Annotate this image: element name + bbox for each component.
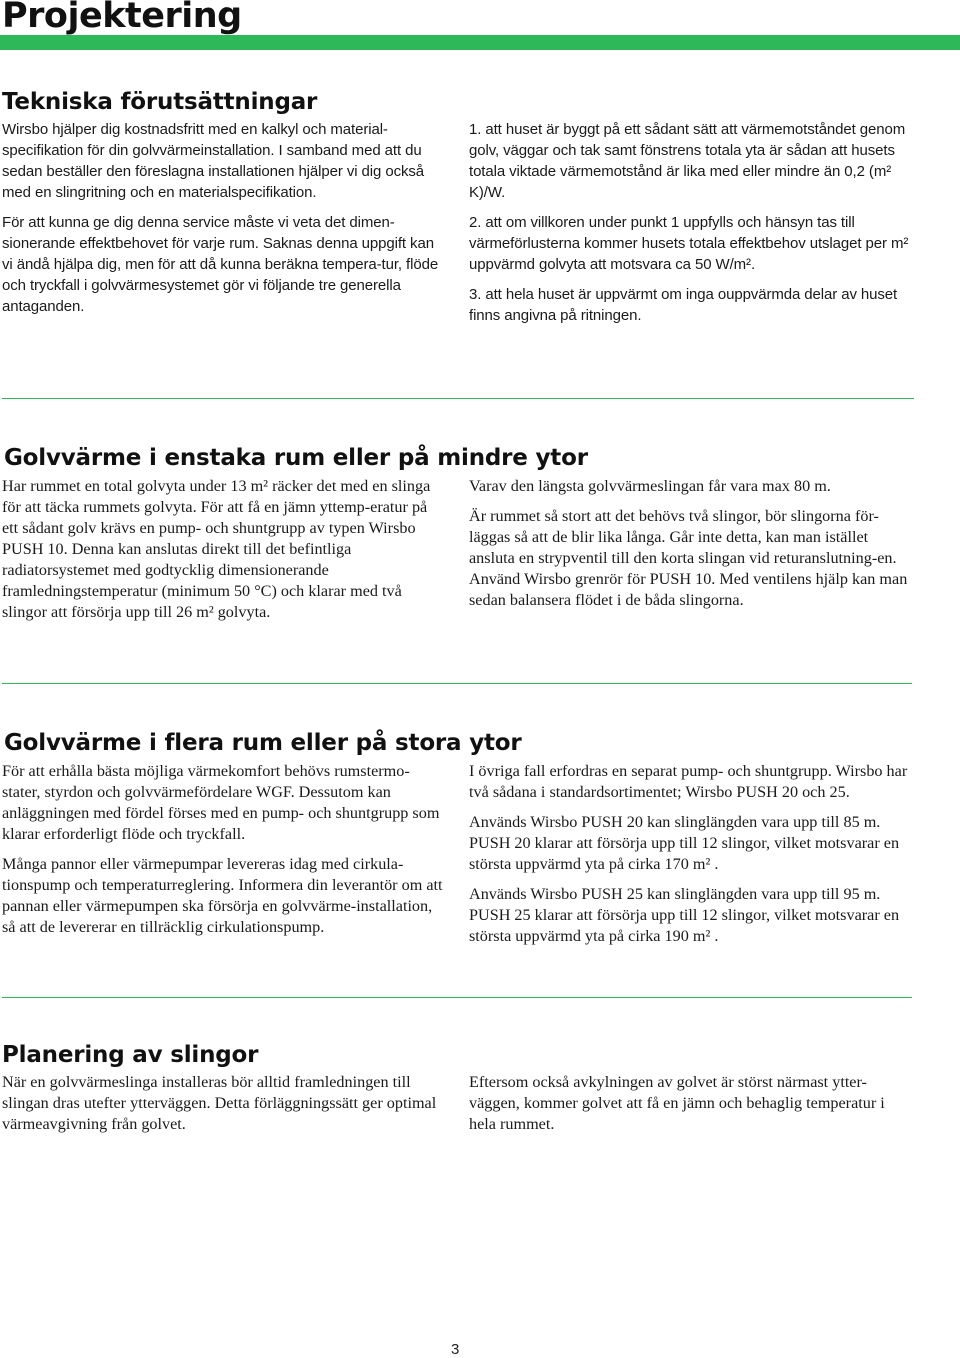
paragraph: Eftersom också avkylningen av golvet är störst närmast ytter-väggen, kommer golvet att få en jämn och behaglig temperatur i hela rummet. <box>469 1073 885 1133</box>
paragraph: Har rummet en total golvyta under 13 m² räcker det med en slinga för att täcka rummets golvyta. För att få en jämn yttemp-eratur på ett sådant golv krävs en pump- och shuntgrupp av typen Wirsbo PUSH 10. Denna kan anslutas direkt till det befintliga radiatorsystemet med godtycklig dimensionerande framledningstemperatur (minimum 50 °C) och klarar med två slingor att försörja upp till 26 m² golvyta. <box>2 477 431 621</box>
paragraph: När en golvvärmeslinga installeras bör alltid framledningen till slingan dras utefter ytterväggen. Detta förläggningssätt ger optimal värmeavgivning från golvet. <box>2 1073 437 1133</box>
assumption-3: 3. att hela huset är uppvärmt om inga ouppvärmda delar av huset finns angivna på ritningen. <box>469 286 898 324</box>
paragraph: I övriga fall erfordras en separat pump- och shuntgrupp. Wirsbo har två sådana i standardsortimentet; Wirsbo PUSH 20 och 25. <box>469 762 908 801</box>
section-enstaka-left-column <box>2 476 447 623</box>
section-flera-left-column <box>2 761 447 938</box>
paragraph: Används Wirsbo PUSH 25 kan slinglängden vara upp till 95 m. PUSH 25 klarar att försörja upp till 12 slingor, vilket motsvarar en största uppvärmd yta på cirka 190 m² . <box>469 885 900 945</box>
paragraph: För att erhålla bästa möjliga värmekomfort behövs rumstermo-stater, styrdon och golvvärmefördelare WGF. Dessutom kan anläggningen med fördel förses med en pump- och shuntgrupp som klarar erforderligt flöde och tryckfall. <box>2 762 440 843</box>
paragraph: För att kunna ge dig denna service måste vi veta det dimen-sionerande effektbehovet för varje rum. Saknas denna uppgift kan vi ändå hjälpa dig, men för att då kunna beräkna tempera-tur, flöde och tryckfall i golvvärmesystemet gör vi följande tre generella antaganden. <box>2 214 439 315</box>
section-planering-right-column <box>469 1072 914 1135</box>
section-tekniska-left-column <box>2 119 442 317</box>
paragraph: Används Wirsbo PUSH 20 kan slinglängden vara upp till 85 m. PUSH 20 klarar att försörja upp till 12 slingor, vilket motsvarar en största uppvärmd yta på cirka 170 m² . <box>469 813 900 873</box>
section-title-enstaka-rum: Golvvärme i enstaka rum eller på mindre ytor <box>4 445 588 471</box>
section-title-planering: Planering av slingor <box>2 1042 259 1068</box>
section-tekniska-right-column <box>469 119 909 326</box>
paragraph: Varav den längsta golvvärmeslingan får vara max 80 m. <box>469 477 831 495</box>
paragraph: Många pannor eller värmepumpar levereras idag med cirkula-tionspump och temperaturreglering. Informera din leverantör om att pannan eller värmepumpen ska försörja en golvvärme-installation, så att de levererar en tillräcklig cirkulationspump. <box>2 855 443 936</box>
assumption-1: 1. att huset är byggt på ett sådant sätt att värmemotståndet genom golv, väggar och tak samt fönstrens totala yta är sådan att husets totala viktade värmemotstånd är lika med eller mindre än 0,2 (m² K)/W. <box>469 121 906 201</box>
page-number: 3 <box>451 1341 460 1358</box>
section-enstaka-right-column <box>469 476 914 611</box>
section-divider <box>2 398 914 399</box>
section-divider <box>2 683 912 684</box>
section-planering-left-column <box>2 1072 447 1135</box>
assumption-2: 2. att om villkoren under punkt 1 uppfylls och hänsyn tas till värmeförlusterna kommer husets totala effektbehov utslaget per m² uppvärmd golvyta att motsvara ca 50 W/m². <box>469 214 909 273</box>
page-title: Projektering <box>2 0 242 36</box>
section-divider <box>2 997 912 998</box>
paragraph: Wirsbo hjälper dig kostnadsfritt med en kalkyl och material-specifikation för din golvvärmeinstallation. I samband med att du sedan beställer den föreslagna installationen hjälper vi dig också med en slingritning och en materialspecifikation. <box>2 121 425 201</box>
section-title-tekniska: Tekniska förutsättningar <box>2 89 318 115</box>
section-flera-right-column <box>469 761 917 947</box>
section-title-flera-rum: Golvvärme i flera rum eller på stora ytor <box>4 730 522 756</box>
title-bar <box>0 35 960 50</box>
paragraph: Är rummet så stort att det behövs två slingor, bör slingorna för-läggas så att de blir lika långa. Går inte detta, kan man istället ansluta en strypventil till den korta slingan vid returanslutning-en. Använd Wirsbo grenrör för PUSH 10. Med ventilens hjälp kan man sedan balansera flödet i de båda slingorna. <box>469 507 908 609</box>
